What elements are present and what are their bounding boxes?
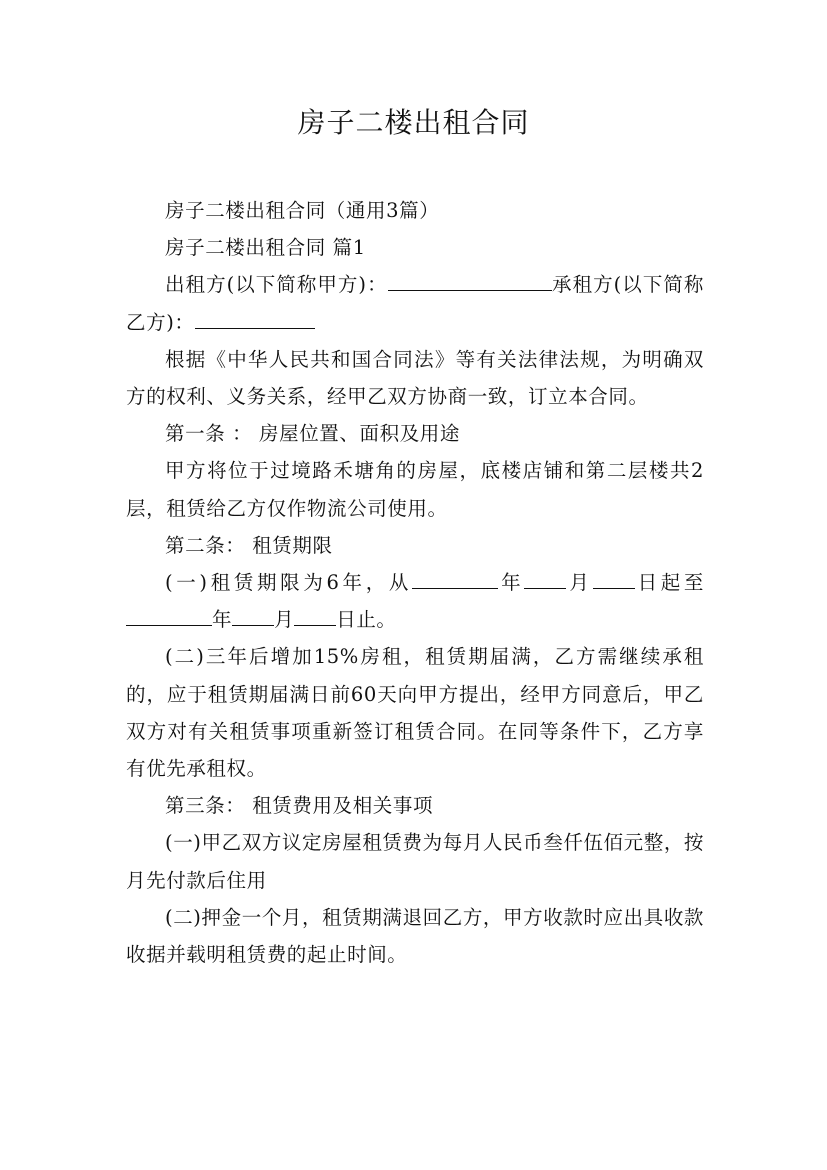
start-month-blank — [524, 570, 566, 590]
end-year-blank — [126, 607, 212, 627]
lessor-label: 出租方(以下简称甲方)： — [165, 273, 388, 297]
end-day-blank — [294, 607, 336, 627]
article2-heading: 第二条： 租赁期限 — [165, 533, 333, 557]
intro-paragraph: 根据《中华人民共和国合同法》等有关法律法规，为明确双方的权利、义务关系，经甲乙双方协商一致，订立本合同。 — [126, 347, 704, 409]
term-prefix: (一)租赁期限为6年，从 — [165, 571, 413, 595]
article2-clause2: (二)三年后增加15%房租，租赁期届满，乙方需继续承租的，应于租赁期届满日前60天向甲方提出，经甲方同意后，甲乙双方对有关租赁事项重新签订租赁合同。在同等条件下，乙方享有优先承租权。 — [126, 645, 704, 781]
article1-text: 甲方将位于过境路禾塘角的房屋，底楼店铺和第二层楼共2层，租赁给乙方仅作物流公司使用。 — [126, 459, 704, 520]
article3-clause2: (二)押金一个月，租赁期满退回乙方，甲方收款时应出具收款收据并载明租赁费的起止时间。 — [126, 905, 705, 967]
start-year-label: 年 — [498, 571, 525, 595]
section-heading: 房子二楼出租合同 篇1 — [165, 236, 366, 260]
lessee-label: 承租方(以下简称乙方)： — [126, 273, 704, 334]
start-day-label: 日起至 — [634, 571, 704, 595]
start-year-blank — [412, 570, 498, 590]
parties-paragraph — [126, 266, 704, 340]
lessee-blank — [195, 309, 315, 329]
end-month-blank — [232, 607, 274, 627]
subtitle: 房子二楼出租合同（通用3篇） — [165, 199, 440, 222]
document-title: 房子二楼出租合同 — [297, 106, 530, 139]
end-day-label: 日止。 — [336, 608, 397, 632]
article2-clause1 — [126, 564, 704, 638]
end-year-label: 年 — [212, 608, 233, 632]
article3-heading: 第三条： 租赁费用及相关事项 — [165, 794, 434, 818]
start-month-label: 月 — [566, 571, 593, 595]
article3-clause1: (一)甲乙双方议定房屋租赁费为每月人民币叁仟伍佰元整，按月先付款后住用 — [126, 831, 705, 892]
end-month-label: 月 — [274, 608, 295, 632]
article1-heading: 第一条 ： 房屋位置、面积及用途 — [165, 422, 460, 446]
start-day-blank — [593, 570, 635, 590]
lessor-blank — [388, 272, 552, 292]
document-body — [126, 192, 704, 973]
